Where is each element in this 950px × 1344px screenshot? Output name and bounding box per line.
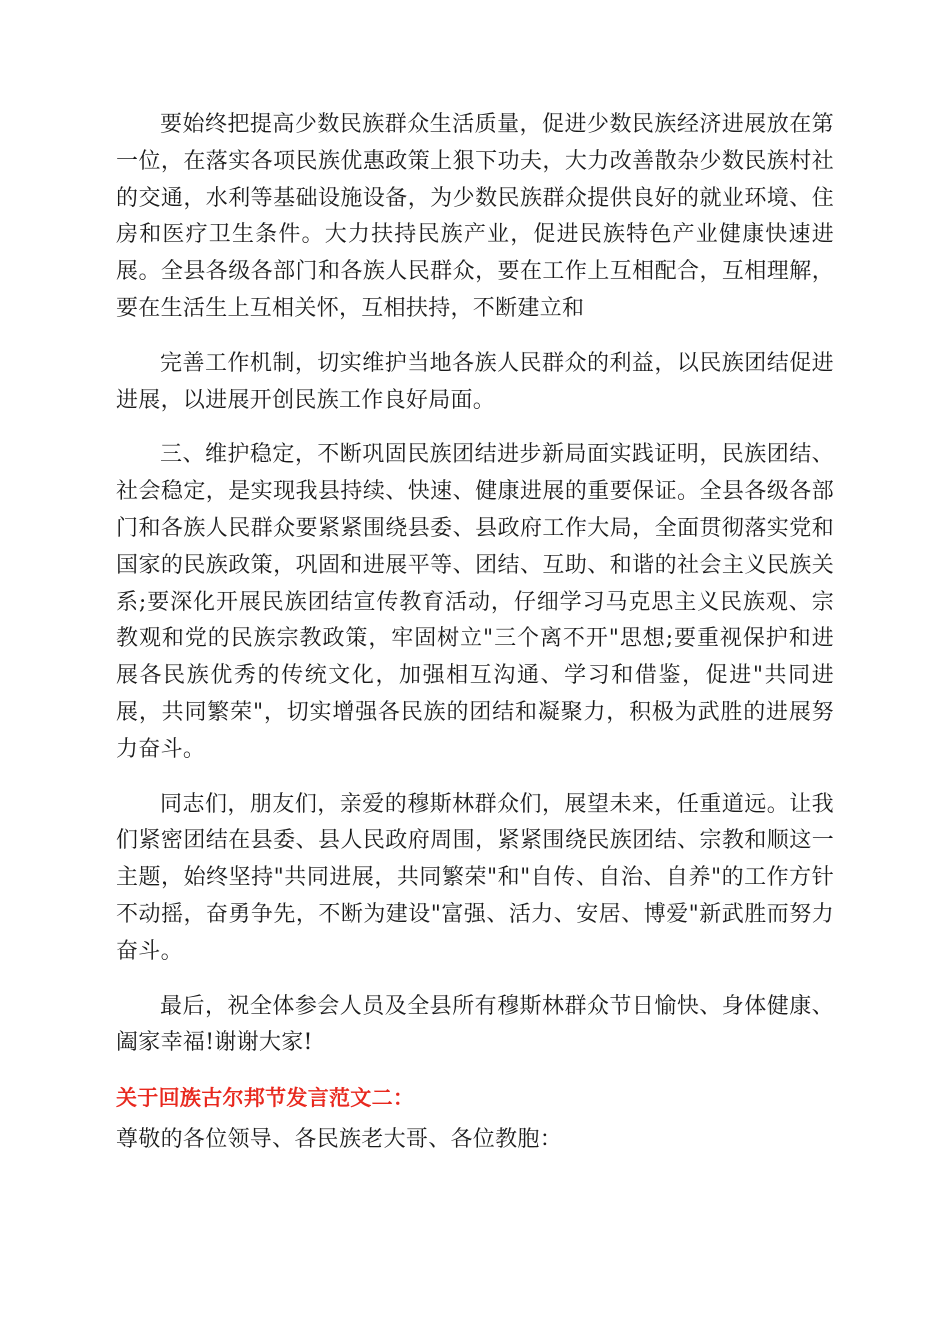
paragraph-closing-wishes: 最后，祝全体参会人员及全县所有穆斯林群众节日愉快、身体健康、阖家幸福!谢谢大家! (116, 993, 834, 1056)
salutation-line: 尊敬的各位领导、各民族老大哥、各位教胞： (116, 1127, 563, 1153)
document-page (116, 107, 834, 1159)
paragraph-quality-of-life: 要始终把提高少数民族群众生活质量，促进少数民族经济进展放在第一位，在落实各项民族优惠政策上狠下功夫，大力改善散杂少数民族村社的交通，水利等基础设施设备，为少数民族群众提供良好的就业环境、住房和医疗卫生条件。大力扶持民族产业，促进民族特色产业健康快速进展。全县各级各部门和各族人民群众，要在工作上互相配合，互相理解，要在生活生上互相关怀，互相扶持，不断建立和 (116, 112, 834, 321)
paragraph-maintain-stability: 三、维护稳定，不断巩固民族团结进步新局面实践证明，民族团结、社会稳定，是实现我县持续、快速、健康进展的重要保证。全县各级各部门和各族人民群众要紧紧围绕县委、县政府工作大局，全面贯彻落实党和国家的民族政策，巩固和进展平等、团结、互助、和谐的社会主义民族关系;要深化开展民族团结宣传教育活动，仔细学习马克思主义民族观、宗教观和党的民族宗教政策，牢固树立"三个离不开"思想;要重视保护和进展各民族优秀的传统文化，加强相互沟通、学习和借鉴，促进"共同进展，共同繁荣"，切实增强各民族的团结和凝聚力，积极为武胜的进展努力奋斗。 (116, 442, 834, 762)
paragraph-work-mechanism: 完善工作机制，切实维护当地各族人民群众的利益，以民族团结促进进展，以进展开创民族工作良好局面。 (116, 350, 834, 413)
paragraph-comrades-friends: 同志们，朋友们，亲爱的穆斯林群众们，展望未来，任重道远。让我们紧密团结在县委、县人民政府周围，紧紧围绕民族团结、宗教和顺这一主题，始终坚持"共同进展，共同繁荣"和"自传、自治、自养"的工作方针不动摇，奋勇争先，不断为建设"富强、活力、安居、博爱"新武胜而努力奋斗。 (116, 791, 834, 964)
section-heading: 关于回族古尔邦节发言范文二： (116, 1086, 415, 1111)
